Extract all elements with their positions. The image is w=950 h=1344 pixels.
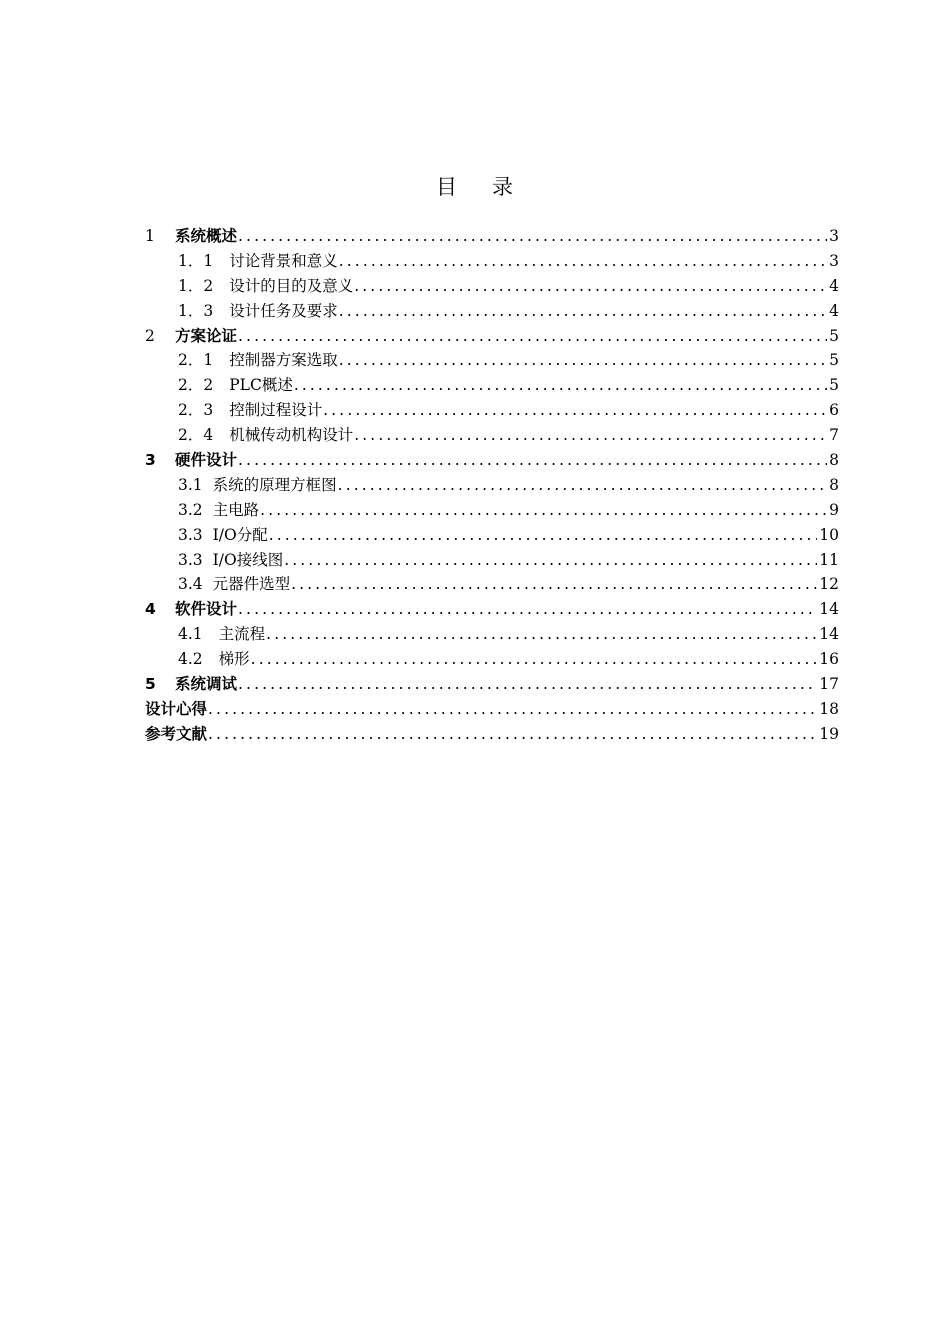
toc-leader-dots [266,622,817,647]
toc-entry[interactable] [145,722,839,747]
toc-entry-label: 梯形 [218,650,250,669]
toc-entry[interactable] [145,572,839,597]
toc-entry-label: 机械传动机构设计 [229,426,354,445]
toc-entry-page: 5 [829,326,839,345]
toc-leader-dots [269,523,818,548]
toc-entry-number: 3.2 [178,500,203,519]
toc-entry-page: 3 [829,251,839,270]
toc-leader-dots [260,498,827,523]
toc-entry[interactable] [145,448,839,473]
toc-entry-label: 控制过程设计 [229,401,323,420]
toc-entry-number: 2．4 [178,426,214,445]
toc-leader-dots [291,572,817,597]
toc-entry-label: 设计的目的及意义 [229,276,354,295]
toc-entry-label: 主电路 [212,500,260,519]
toc-entry[interactable] [145,324,839,349]
toc-entry-page: 4 [829,301,839,320]
toc-leader-dots [238,324,827,349]
toc-entry-page: 7 [829,426,839,445]
toc-entry-number: 4.2 [178,650,203,669]
toc-entry[interactable] [145,224,839,249]
toc-entry[interactable] [145,398,839,423]
toc-entry-page: 5 [829,351,839,370]
toc-entry[interactable] [145,597,839,622]
toc-entry-number: 4 [145,600,156,619]
toc-leader-dots [323,398,827,423]
toc-entry-number: 2．1 [178,351,214,370]
toc-leader-dots [339,249,827,274]
toc-entry-page: 14 [819,625,839,644]
toc-entry-number: 3.3 [178,525,203,544]
toc-entry-page: 11 [819,550,839,569]
toc-entry-page: 4 [829,276,839,295]
toc-entry[interactable] [145,473,839,498]
toc-entry-label: 硬件设计 [175,451,238,470]
toc-entry-page: 12 [819,575,839,594]
toc-leader-dots [354,274,827,299]
page-title [0,172,950,202]
toc-entry[interactable] [145,622,839,647]
toc-entry-page: 18 [819,699,839,718]
toc-entry-label: 参考文献 [145,724,208,743]
toc-entry-page: 17 [819,675,839,694]
toc-leader-dots [339,348,827,373]
toc-leader-dots [339,299,827,324]
toc-leader-dots [294,373,827,398]
toc-leader-dots [238,448,827,473]
toc-entry-number: 2 [145,326,155,345]
toc-entry[interactable] [145,647,839,672]
toc-entry-label: 系统概述 [175,227,238,245]
toc-entry[interactable] [145,348,839,373]
toc-entry-page: 8 [829,451,839,470]
toc-entry-page: 3 [829,227,839,245]
toc-entry-number: 3 [145,451,156,470]
toc-entry-label: 设计心得 [145,699,208,718]
toc-entry-label: 元器件选型 [212,575,291,594]
toc-entry-number: 1 [145,227,155,245]
toc-entry-label: I/O分配 [212,525,268,544]
toc-entry[interactable] [145,548,839,573]
toc-entry-label: 软件设计 [175,600,238,619]
toc-leader-dots [354,423,827,448]
toc-entry-number: 3.1 [178,475,203,494]
toc-leader-dots [238,672,817,697]
toc-entry[interactable] [145,249,839,274]
toc-entry-number: 1．3 [178,301,214,320]
page-title-right: 录 [492,175,514,199]
toc-leader-dots [238,597,817,622]
toc-entry[interactable] [145,523,839,548]
toc-entry-number: 5 [145,675,156,694]
toc-entry[interactable] [145,672,839,697]
toc-entry-page: 14 [819,600,839,619]
toc-leader-dots [251,647,818,672]
toc-leader-dots [238,224,827,249]
toc-entry-label: 方案论证 [175,326,238,345]
toc-entry-number: 2．3 [178,401,214,420]
toc-entry[interactable] [145,373,839,398]
toc-entry-label: 系统的原理方框图 [212,475,337,494]
toc-entry[interactable] [145,697,839,722]
toc-entry-page: 16 [819,650,839,669]
toc-entry-label: 系统调试 [175,675,238,694]
toc-entry-label: PLC概述 [229,376,293,395]
toc-entry-page: 19 [819,724,839,743]
toc-entry-number: 3.3 [178,550,203,569]
toc-entry-page: 10 [819,525,839,544]
toc-entry-label: 设计任务及要求 [229,301,338,320]
toc-entry-number: 1．1 [178,251,214,270]
toc-entry[interactable] [145,274,839,299]
toc-entry-page: 9 [829,500,839,519]
toc-entry-page: 6 [829,401,839,420]
page-title-left: 目 [436,175,458,199]
toc-entry-label: 主流程 [218,625,266,644]
toc-entry-number: 2．2 [178,376,214,395]
toc-entry[interactable] [145,299,839,324]
table-of-contents [145,224,839,747]
toc-leader-dots [208,722,817,747]
toc-entry[interactable] [145,498,839,523]
toc-entry-label: I/O接线图 [212,550,284,569]
toc-entry-page: 8 [829,475,839,494]
toc-entry-label: 控制器方案选取 [229,351,338,370]
toc-entry-page: 5 [829,376,839,395]
toc-leader-dots [284,548,817,573]
toc-entry-number: 4.1 [178,625,203,644]
toc-leader-dots [208,697,817,722]
toc-leader-dots [338,473,827,498]
toc-entry-number: 3.4 [178,575,203,594]
toc-entry-number: 1．2 [178,276,214,295]
toc-entry-label: 讨论背景和意义 [229,251,338,270]
toc-entry[interactable] [145,423,839,448]
